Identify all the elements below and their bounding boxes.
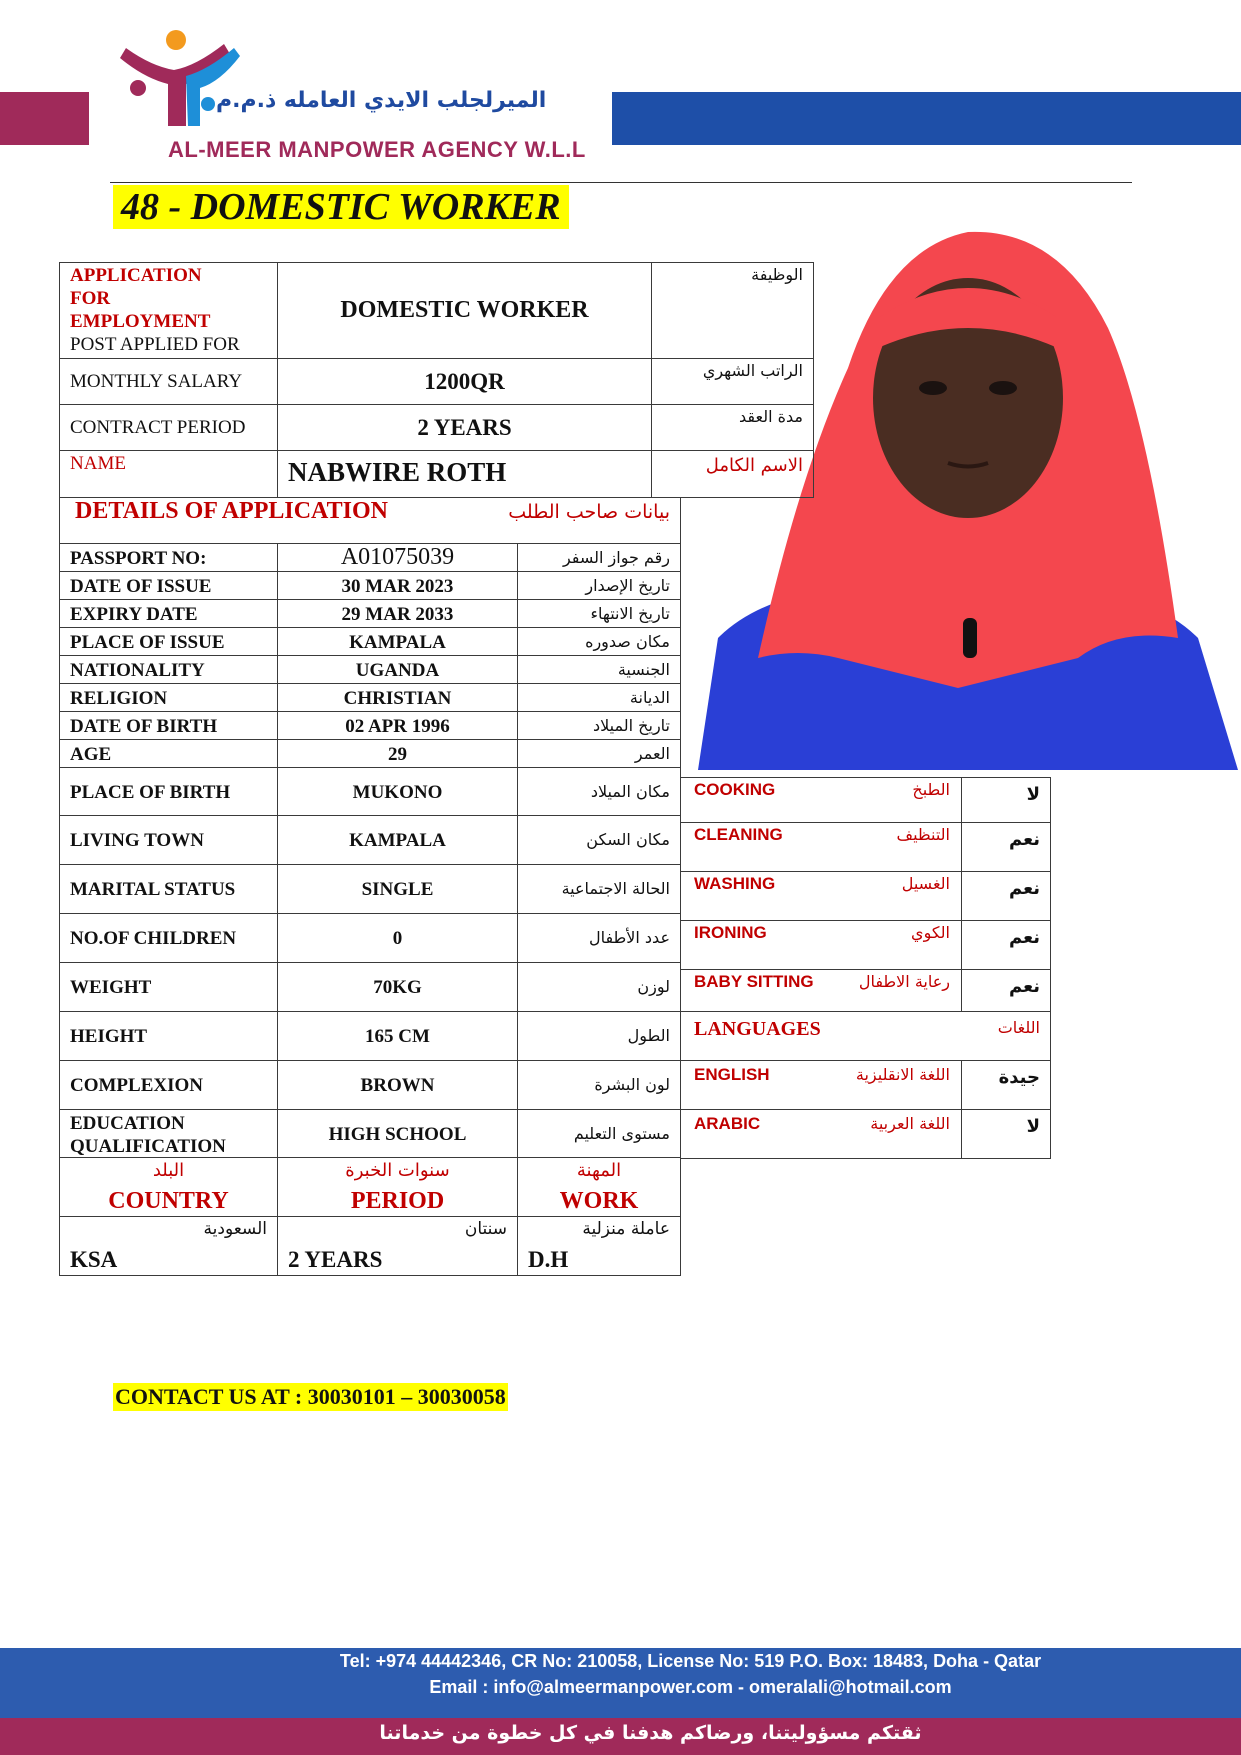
languages-heading-cell: [680, 1011, 1051, 1061]
skill-arabic: التنظيف: [896, 825, 950, 844]
detail-label-cell: [59, 655, 278, 684]
header-divider: [110, 182, 1132, 183]
application-line1: APPLICATION: [70, 265, 202, 286]
detail-value-cell: [277, 571, 518, 600]
exp-period-value: 2 YEARS: [288, 1247, 383, 1272]
header-band-left: [0, 92, 89, 145]
detail-value: UGANDA: [355, 659, 440, 681]
exp-country-ar: السعودية: [203, 1219, 267, 1239]
footer-email-line: Email : info@almeermanpower.com - omeralali@hotmail.com: [429, 1677, 952, 1697]
detail-label: PLACE OF ISSUE: [70, 631, 225, 653]
name-arabic-label: الاسم الكامل: [705, 455, 803, 476]
detail-value: 30 MAR 2023: [341, 575, 454, 597]
detail-label-cell: [59, 683, 278, 712]
detail-value-cell: [277, 864, 518, 914]
skill-arabic: الكوي: [911, 923, 950, 942]
skill-answer-cell: [961, 920, 1051, 970]
detail-label-cell: [59, 1109, 278, 1158]
detail-value: 165 CM: [365, 1026, 430, 1047]
language-arabic: اللغة العربية: [870, 1114, 950, 1133]
detail-value-cell: [277, 627, 518, 656]
skill-answer: نعم: [1008, 878, 1040, 899]
salary-value: 1200QR: [424, 369, 505, 394]
skill-english: WASHING: [694, 874, 776, 893]
detail-label: EXPIRY DATE: [70, 603, 198, 625]
detail-value-cell: [277, 683, 518, 712]
detail-arabic-cell: [517, 962, 681, 1012]
detail-arabic-cell: [517, 683, 681, 712]
skill-answer: نعم: [1008, 829, 1040, 850]
detail-arabic-cell: [517, 543, 681, 572]
detail-label-cell: [59, 962, 278, 1012]
post-applied-label: POST APPLIED FOR: [70, 334, 240, 355]
footer-contact-line: Tel: +974 44442346, CR No: 210058, License No: 519 P.O. Box: 18483, Doha - Qatar: [339, 1651, 1042, 1671]
salary-label: MONTHLY SALARY: [70, 371, 243, 392]
agency-logo-icon: [116, 26, 246, 136]
skill-cell: [680, 777, 962, 823]
contract-arabic-label: مدة العقد: [739, 407, 803, 426]
exp-country-header-ar: البلد: [152, 1160, 185, 1181]
languages-heading-arabic: اللغات: [997, 1018, 1040, 1037]
exp-country-cell: [59, 1216, 278, 1276]
detail-value: MUKONO: [352, 781, 443, 803]
detail-arabic-cell: [517, 599, 681, 628]
exp-period-header-en: PERIOD: [350, 1188, 445, 1214]
application-label-cell: [59, 262, 278, 359]
detail-value: HIGH SCHOOL: [328, 1123, 467, 1145]
skill-cell: [680, 822, 962, 872]
detail-value: 70KG: [373, 977, 422, 998]
salary-label-cell: [59, 358, 278, 405]
detail-arabic-cell: [517, 739, 681, 768]
detail-label-cell: [59, 543, 278, 572]
skill-cell: [680, 920, 962, 970]
exp-work-value: D.H: [528, 1247, 569, 1272]
post-value-cell: [277, 262, 652, 359]
detail-value: SINGLE: [361, 879, 434, 900]
detail-label: COMPLEXION: [70, 1075, 203, 1096]
detail-value-cell: [277, 655, 518, 684]
exp-country-header-en: COUNTRY: [108, 1188, 229, 1214]
detail-label-cell: [59, 711, 278, 740]
detail-arabic-label: مكان السكن: [586, 830, 670, 849]
detail-value: BROWN: [360, 1075, 435, 1096]
detail-arabic-cell: [517, 815, 681, 865]
detail-label: EDUCATION QUALIFICATION: [70, 1113, 226, 1157]
detail-value-cell: [277, 711, 518, 740]
language-answer-cell: [961, 1060, 1051, 1110]
detail-arabic-label: تاريخ الإصدار: [585, 575, 670, 595]
detail-arabic-label: تاريخ الانتهاء: [590, 603, 670, 623]
contract-value: 2 YEARS: [417, 415, 512, 440]
contract-ar-cell: [651, 404, 814, 451]
exp-period-header-ar: سنوات الخبرة: [345, 1160, 450, 1181]
page-title: 48 - DOMESTIC WORKER: [113, 185, 569, 229]
detail-label: MARITAL STATUS: [70, 879, 236, 900]
detail-label-cell: [59, 767, 278, 816]
language-answer: لا: [1026, 1116, 1040, 1137]
exp-period-header: [277, 1157, 518, 1217]
detail-value: KAMPALA: [349, 631, 446, 653]
detail-arabic-label: الديانة: [629, 687, 670, 707]
detail-arabic-label: لون البشرة: [594, 1075, 670, 1094]
logo-arabic-text: الميرلجلب الايدي العامله ذ.م.م: [216, 88, 547, 113]
header-band-right: [612, 92, 1241, 145]
detail-label-cell: [59, 815, 278, 865]
detail-label-cell: [59, 599, 278, 628]
name-value: NABWIRE ROTH: [288, 457, 507, 487]
detail-label: PASSPORT NO:: [70, 547, 207, 569]
detail-arabic-cell: [517, 1060, 681, 1110]
detail-label-cell: [59, 864, 278, 914]
salary-value-cell: [277, 358, 652, 405]
skill-cell: [680, 871, 962, 921]
skill-english: COOKING: [694, 780, 776, 799]
detail-arabic-label: رقم جواز السفر: [562, 547, 670, 567]
detail-value-cell: [277, 543, 518, 572]
detail-arabic-cell: [517, 711, 681, 740]
detail-value-cell: [277, 599, 518, 628]
skill-english: BABY SITTING: [694, 972, 814, 991]
detail-arabic-label: العمر: [634, 743, 670, 763]
application-line2: FOR: [70, 288, 111, 309]
language-arabic: اللغة الانقليزية: [855, 1065, 950, 1084]
detail-arabic-cell: [517, 655, 681, 684]
exp-country-header: [59, 1157, 278, 1217]
detail-label: WEIGHT: [70, 977, 152, 998]
detail-arabic-cell: [517, 627, 681, 656]
detail-label: DATE OF BIRTH: [70, 715, 218, 737]
detail-arabic-cell: [517, 1011, 681, 1061]
detail-arabic-label: مستوى التعليم: [573, 1123, 670, 1143]
exp-country-value: KSA: [70, 1247, 118, 1272]
detail-arabic-label: مكان صدوره: [585, 631, 670, 651]
footer-arabic-slogan: ثقتكم مسؤوليتنا، ورضاكم هدفنا في كل خطوة من خدماتنا: [379, 1722, 922, 1744]
detail-value-cell: [277, 739, 518, 768]
name-ar-cell: [651, 450, 814, 498]
name-label-cell: [59, 450, 278, 498]
detail-arabic-cell: [517, 1109, 681, 1158]
detail-label: AGE: [70, 743, 112, 765]
skill-answer: لا: [1026, 784, 1040, 805]
exp-work-header-en: WORK: [559, 1188, 639, 1214]
skill-answer-cell: [961, 777, 1051, 823]
detail-label-cell: [59, 913, 278, 963]
detail-value-cell: [277, 1109, 518, 1158]
detail-value: A01075039: [340, 544, 455, 570]
detail-arabic-label: الجنسية: [617, 659, 670, 679]
skill-english: CLEANING: [694, 825, 783, 844]
detail-label-cell: [59, 1011, 278, 1061]
language-english: ENGLISH: [694, 1065, 770, 1084]
contract-label: CONTRACT PERIOD: [70, 417, 246, 438]
skill-arabic: الطبخ: [912, 780, 950, 799]
exp-period-cell: [277, 1216, 518, 1276]
post-ar-cell: [651, 262, 814, 359]
detail-label: PLACE OF BIRTH: [70, 781, 231, 803]
details-heading: DETAILS OF APPLICATION: [75, 498, 388, 524]
post-value: DOMESTIC WORKER: [340, 297, 589, 323]
contact-line: CONTACT US AT : 30030101 – 30030058: [115, 1384, 506, 1409]
detail-label: HEIGHT: [70, 1026, 148, 1047]
skill-answer-cell: [961, 969, 1051, 1012]
detail-label: DATE OF ISSUE: [70, 575, 212, 597]
language-answer-cell: [961, 1109, 1051, 1159]
detail-value: CHRISTIAN: [343, 687, 452, 709]
contract-value-cell: [277, 404, 652, 451]
name-value-cell: [277, 450, 652, 498]
detail-label: RELIGION: [70, 687, 168, 709]
salary-arabic-label: الراتب الشهري: [702, 361, 803, 380]
detail-value: 02 APR 1996: [345, 715, 450, 737]
skill-english: IRONING: [694, 923, 767, 942]
language-answer: جيدة: [998, 1067, 1040, 1088]
skill-answer-cell: [961, 822, 1051, 872]
detail-value-cell: [277, 815, 518, 865]
exp-work-header-ar: المهنة: [576, 1160, 622, 1181]
skill-arabic: الغسيل: [901, 874, 950, 893]
detail-value: 0: [392, 928, 403, 949]
details-heading-cell: [59, 497, 681, 544]
detail-arabic-cell: [517, 864, 681, 914]
detail-arabic-cell: [517, 571, 681, 600]
language-english: ARABIC: [694, 1114, 761, 1133]
exp-work-cell: [517, 1216, 681, 1276]
detail-label: NO.OF CHILDREN: [70, 928, 237, 949]
detail-value-cell: [277, 962, 518, 1012]
detail-arabic-cell: [517, 767, 681, 816]
detail-label-cell: [59, 571, 278, 600]
detail-label-cell: [59, 627, 278, 656]
detail-value-cell: [277, 767, 518, 816]
exp-work-ar: عاملة منزلية: [582, 1219, 670, 1239]
detail-value: 29 MAR 2033: [341, 603, 454, 625]
detail-label-cell: [59, 1060, 278, 1110]
skill-answer: نعم: [1008, 976, 1040, 997]
exp-period-ar: سنتان: [464, 1219, 507, 1239]
logo-english-text: AL-MEER MANPOWER AGENCY W.L.L: [168, 137, 586, 162]
details-heading-arabic: بيانات صاحب الطلب: [508, 501, 670, 523]
detail-arabic-label: عدد الأطفال: [588, 928, 670, 947]
detail-arabic-label: الحالة الاجتماعية: [561, 879, 670, 898]
skill-answer: نعم: [1008, 927, 1040, 948]
detail-arabic-label: تاريخ الميلاد: [593, 715, 670, 735]
skill-cell: [680, 969, 962, 1012]
name-label: NAME: [70, 453, 126, 474]
language-cell: [680, 1109, 962, 1159]
detail-value: KAMPALA: [349, 830, 446, 851]
detail-arabic-label: لوزن: [637, 977, 670, 996]
application-line3: EMPLOYMENT: [70, 311, 211, 332]
skill-answer-cell: [961, 871, 1051, 921]
exp-work-header: [517, 1157, 681, 1217]
post-arabic-label: الوظيفة: [751, 265, 803, 284]
detail-label: NATIONALITY: [70, 659, 205, 681]
detail-value-cell: [277, 1060, 518, 1110]
detail-label: LIVING TOWN: [70, 830, 204, 851]
detail-arabic-label: مكان الميلاد: [590, 781, 670, 801]
detail-label-cell: [59, 739, 278, 768]
contract-label-cell: [59, 404, 278, 451]
detail-value-cell: [277, 1011, 518, 1061]
detail-arabic-cell: [517, 913, 681, 963]
detail-value: 29: [388, 743, 407, 765]
detail-arabic-label: الطول: [627, 1026, 670, 1045]
detail-value-cell: [277, 913, 518, 963]
language-cell: [680, 1060, 962, 1110]
skill-arabic: رعاية الاطفال: [858, 972, 950, 991]
salary-ar-cell: [651, 358, 814, 405]
languages-heading: LANGUAGES: [694, 1018, 821, 1040]
